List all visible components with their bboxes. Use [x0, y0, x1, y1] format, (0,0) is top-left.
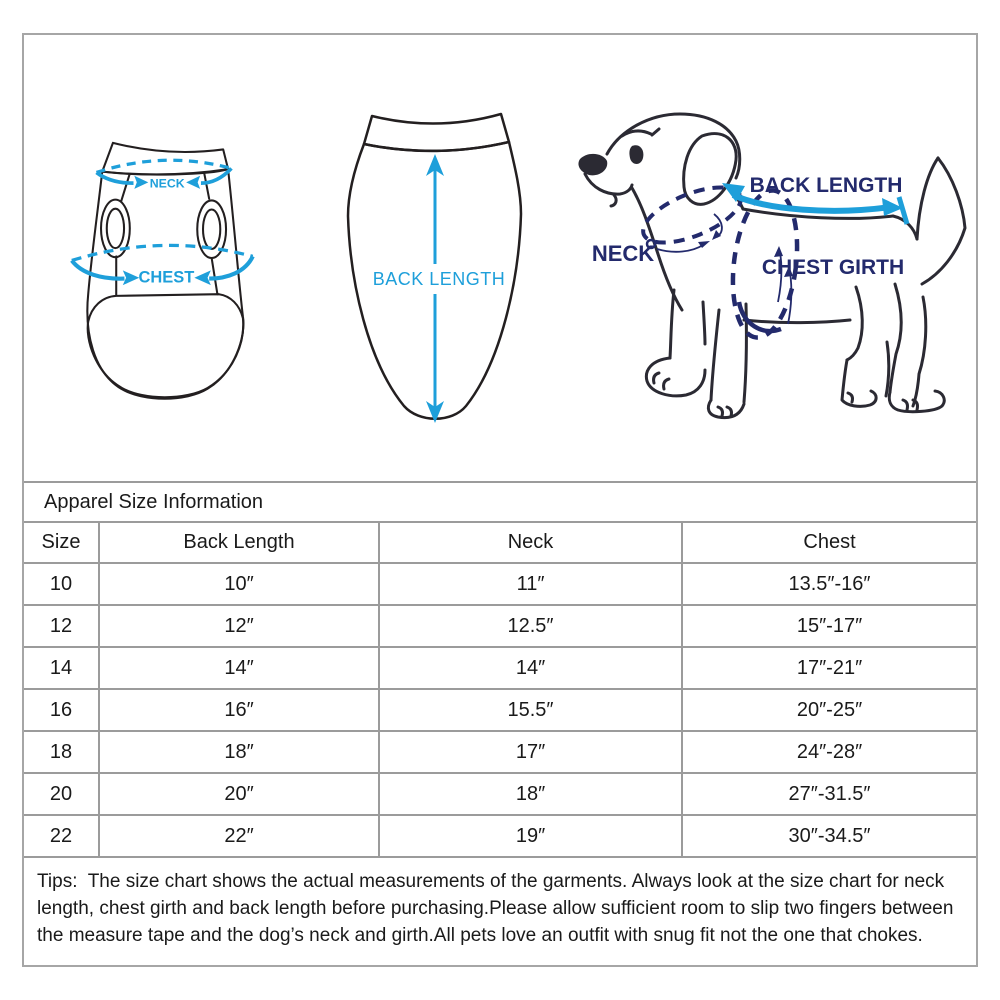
cell-back: 12″	[99, 605, 379, 647]
chest-arrow-right	[194, 270, 210, 285]
cell-neck: 11″	[379, 563, 682, 605]
cell-size: 20	[24, 773, 99, 815]
tips-text: The size chart shows the actual measurements of the garments. Always look at the size chart for neck length, chest girth and back length before purchasing.Please allow sufficient room to slip two fingers between the measure tape and the dog’s neck and girth.All pets love an outfit with snug fit not the one that chokes.	[37, 871, 954, 946]
cell-chest: 20″-25″	[682, 689, 976, 731]
tips-label: Tips:	[37, 871, 78, 892]
dog-measurement-illustration	[567, 97, 982, 442]
table-row	[24, 689, 976, 731]
cell-chest: 27″-31.5″	[682, 773, 976, 815]
neck-arrow-right	[186, 176, 200, 189]
cell-neck: 14″	[379, 647, 682, 689]
cell-neck: 17″	[379, 731, 682, 773]
table-title: Apparel Size Information	[24, 483, 976, 523]
table-row	[24, 563, 976, 605]
cell-neck: 12.5″	[379, 605, 682, 647]
cell-neck: 19″	[379, 815, 682, 857]
tips-paragraph	[24, 858, 976, 949]
col-header-size: Size	[24, 523, 99, 563]
neck-arrow-left	[134, 176, 148, 189]
dog-nose	[578, 154, 607, 175]
cell-size: 12	[24, 605, 99, 647]
cell-back: 18″	[99, 731, 379, 773]
cell-size: 14	[24, 647, 99, 689]
table-row	[24, 605, 976, 647]
cell-chest: 13.5″-16″	[682, 563, 976, 605]
size-table	[24, 523, 976, 858]
table-row	[24, 647, 976, 689]
dog-neck-label: NECK	[591, 241, 655, 266]
table-row	[24, 815, 976, 857]
dog-back-length-label: BACK LENGTH	[749, 174, 903, 197]
back-garment-illustration	[342, 102, 552, 437]
cell-chest: 24″-28″	[682, 731, 976, 773]
table-row	[24, 773, 976, 815]
size-chart-panel	[22, 33, 978, 967]
cell-neck: 15.5″	[379, 689, 682, 731]
cell-back: 20″	[99, 773, 379, 815]
col-header-chest: Chest	[682, 523, 976, 563]
front-garment-illustration	[57, 102, 312, 442]
cell-size: 16	[24, 689, 99, 731]
cell-size: 18	[24, 731, 99, 773]
cell-back: 14″	[99, 647, 379, 689]
cell-chest: 17″-21″	[682, 647, 976, 689]
cell-neck: 18″	[379, 773, 682, 815]
cell-back: 10″	[99, 563, 379, 605]
table-row	[24, 731, 976, 773]
dog-eye	[629, 145, 643, 164]
table-header-row	[24, 523, 976, 563]
cell-chest: 15″-17″	[682, 605, 976, 647]
cell-back: 16″	[99, 689, 379, 731]
cell-chest: 30″-34.5″	[682, 815, 976, 857]
cell-back: 22″	[99, 815, 379, 857]
back-length-label: BACK LENGTH	[372, 269, 506, 289]
dog-chest-girth-label: CHEST GIRTH	[761, 256, 905, 279]
col-header-neck: Neck	[379, 523, 682, 563]
measurement-illustrations	[24, 35, 976, 483]
col-header-back: Back Length	[99, 523, 379, 563]
chest-arrow-left	[123, 270, 139, 285]
cell-size: 10	[24, 563, 99, 605]
front-neck-label: NECK	[149, 176, 185, 191]
cell-size: 22	[24, 815, 99, 857]
front-chest-label: CHEST	[138, 268, 195, 287]
